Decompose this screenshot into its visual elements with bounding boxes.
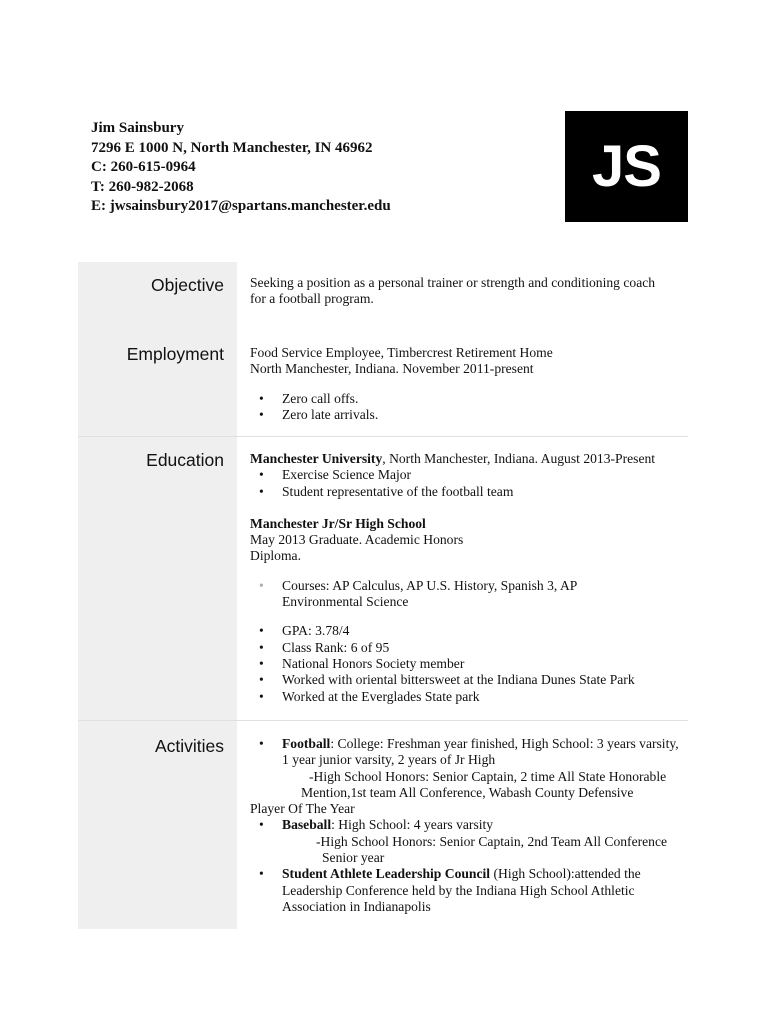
contact-cell: C: 260-615-0964 [91,159,196,176]
football-text: : College: Freshman year finished, High School: 3 years varsity, 1 year junior varsity, 2 years of Jr High [282,736,679,768]
list-item: • Zero call offs. [237,391,680,407]
list-item: • National Honors Society member [237,656,688,672]
section-objective-employment [78,262,688,436]
contact-block [91,119,391,217]
objective-label: Objective [151,275,224,295]
baseball-title: Baseball [282,817,332,833]
contact-phone: T: 260-982-2068 [91,178,194,195]
courses-item: • Courses: AP Calculus, AP U.S. History, Spanish 3, AP Environmental Science [237,578,597,611]
contact-address: 7296 E 1000 N, North Manchester, IN 46962 [91,139,373,156]
activities-baseball [237,817,688,833]
school2-line2: Diploma. [250,548,301,564]
contact-name: Jim Sainsbury [91,120,184,136]
council-item [237,866,667,915]
football-item [237,736,682,769]
list-item: • Worked with oriental bittersweet at the Indiana Dunes State Park [237,672,688,688]
list-item: • Zero late arrivals. [237,407,680,423]
contact-email: E: jwsainsbury2017@spartans.manchester.edu [91,198,391,215]
education-school2 [250,516,688,532]
list-item: • Worked at the Everglades State park [237,689,688,705]
school1-name: Manchester University [250,451,383,466]
list-item: • GPA: 3.78/4 [237,623,688,639]
resume-table [78,262,688,929]
council-title: Student Athlete Leadership Council [282,866,491,882]
baseball-item [237,817,688,833]
activities-label: Activities [154,736,224,756]
football-title: Football [282,736,331,751]
baseball-text: : High School: 4 years varsity [331,817,494,833]
school2-name: Manchester Jr/Sr High School [250,515,426,531]
employment-line2: North Manchester, Indiana. November 2011-present [250,361,534,377]
employment-line1: Food Service Employee, Timbercrest Retirement Home [250,345,553,360]
education-school1 [250,451,688,467]
school1-detail: , North Manchester, Indiana. August 2013-Present [382,451,656,466]
activities-football [237,736,688,769]
list-item: • Class Rank: 6 of 95 [237,640,688,656]
football-honors-c: Player Of The Year [250,801,355,817]
list-item: • Exercise Science Major [237,467,688,483]
section-education [78,436,688,720]
school2-line1: May 2013 Graduate. Academic Honors [250,532,464,548]
employment-content [250,345,680,423]
courses-list [237,578,688,611]
section-activities [78,720,688,929]
football-honors-b: Mention,1st team All Conference, Wabash County Defensive [301,784,634,800]
baseball-honors-b: Senior year [322,850,385,866]
objective-text: Seeking a position as a personal trainer or strength and conditioning coach for a football program. [250,275,656,307]
education-label: Education [146,450,224,470]
football-honors-a: -High School Honors: Senior Captain, 2 time All State Honorable [309,768,667,784]
list-item: • Student representative of the football team [237,484,688,500]
employment-label: Employment [126,344,224,364]
activities-council [237,866,688,915]
baseball-honors-a: -High School Honors: Senior Captain, 2nd Team All Conference [316,833,668,849]
council-text: (High School):attended the Leadership Conference held by the Indiana High School Athletic Association in Indianapolis [282,866,641,914]
school1-bullets [237,467,688,500]
employment-bullets [237,391,680,424]
monogram-logo: JS [565,111,688,222]
school2-bullets [237,623,688,704]
